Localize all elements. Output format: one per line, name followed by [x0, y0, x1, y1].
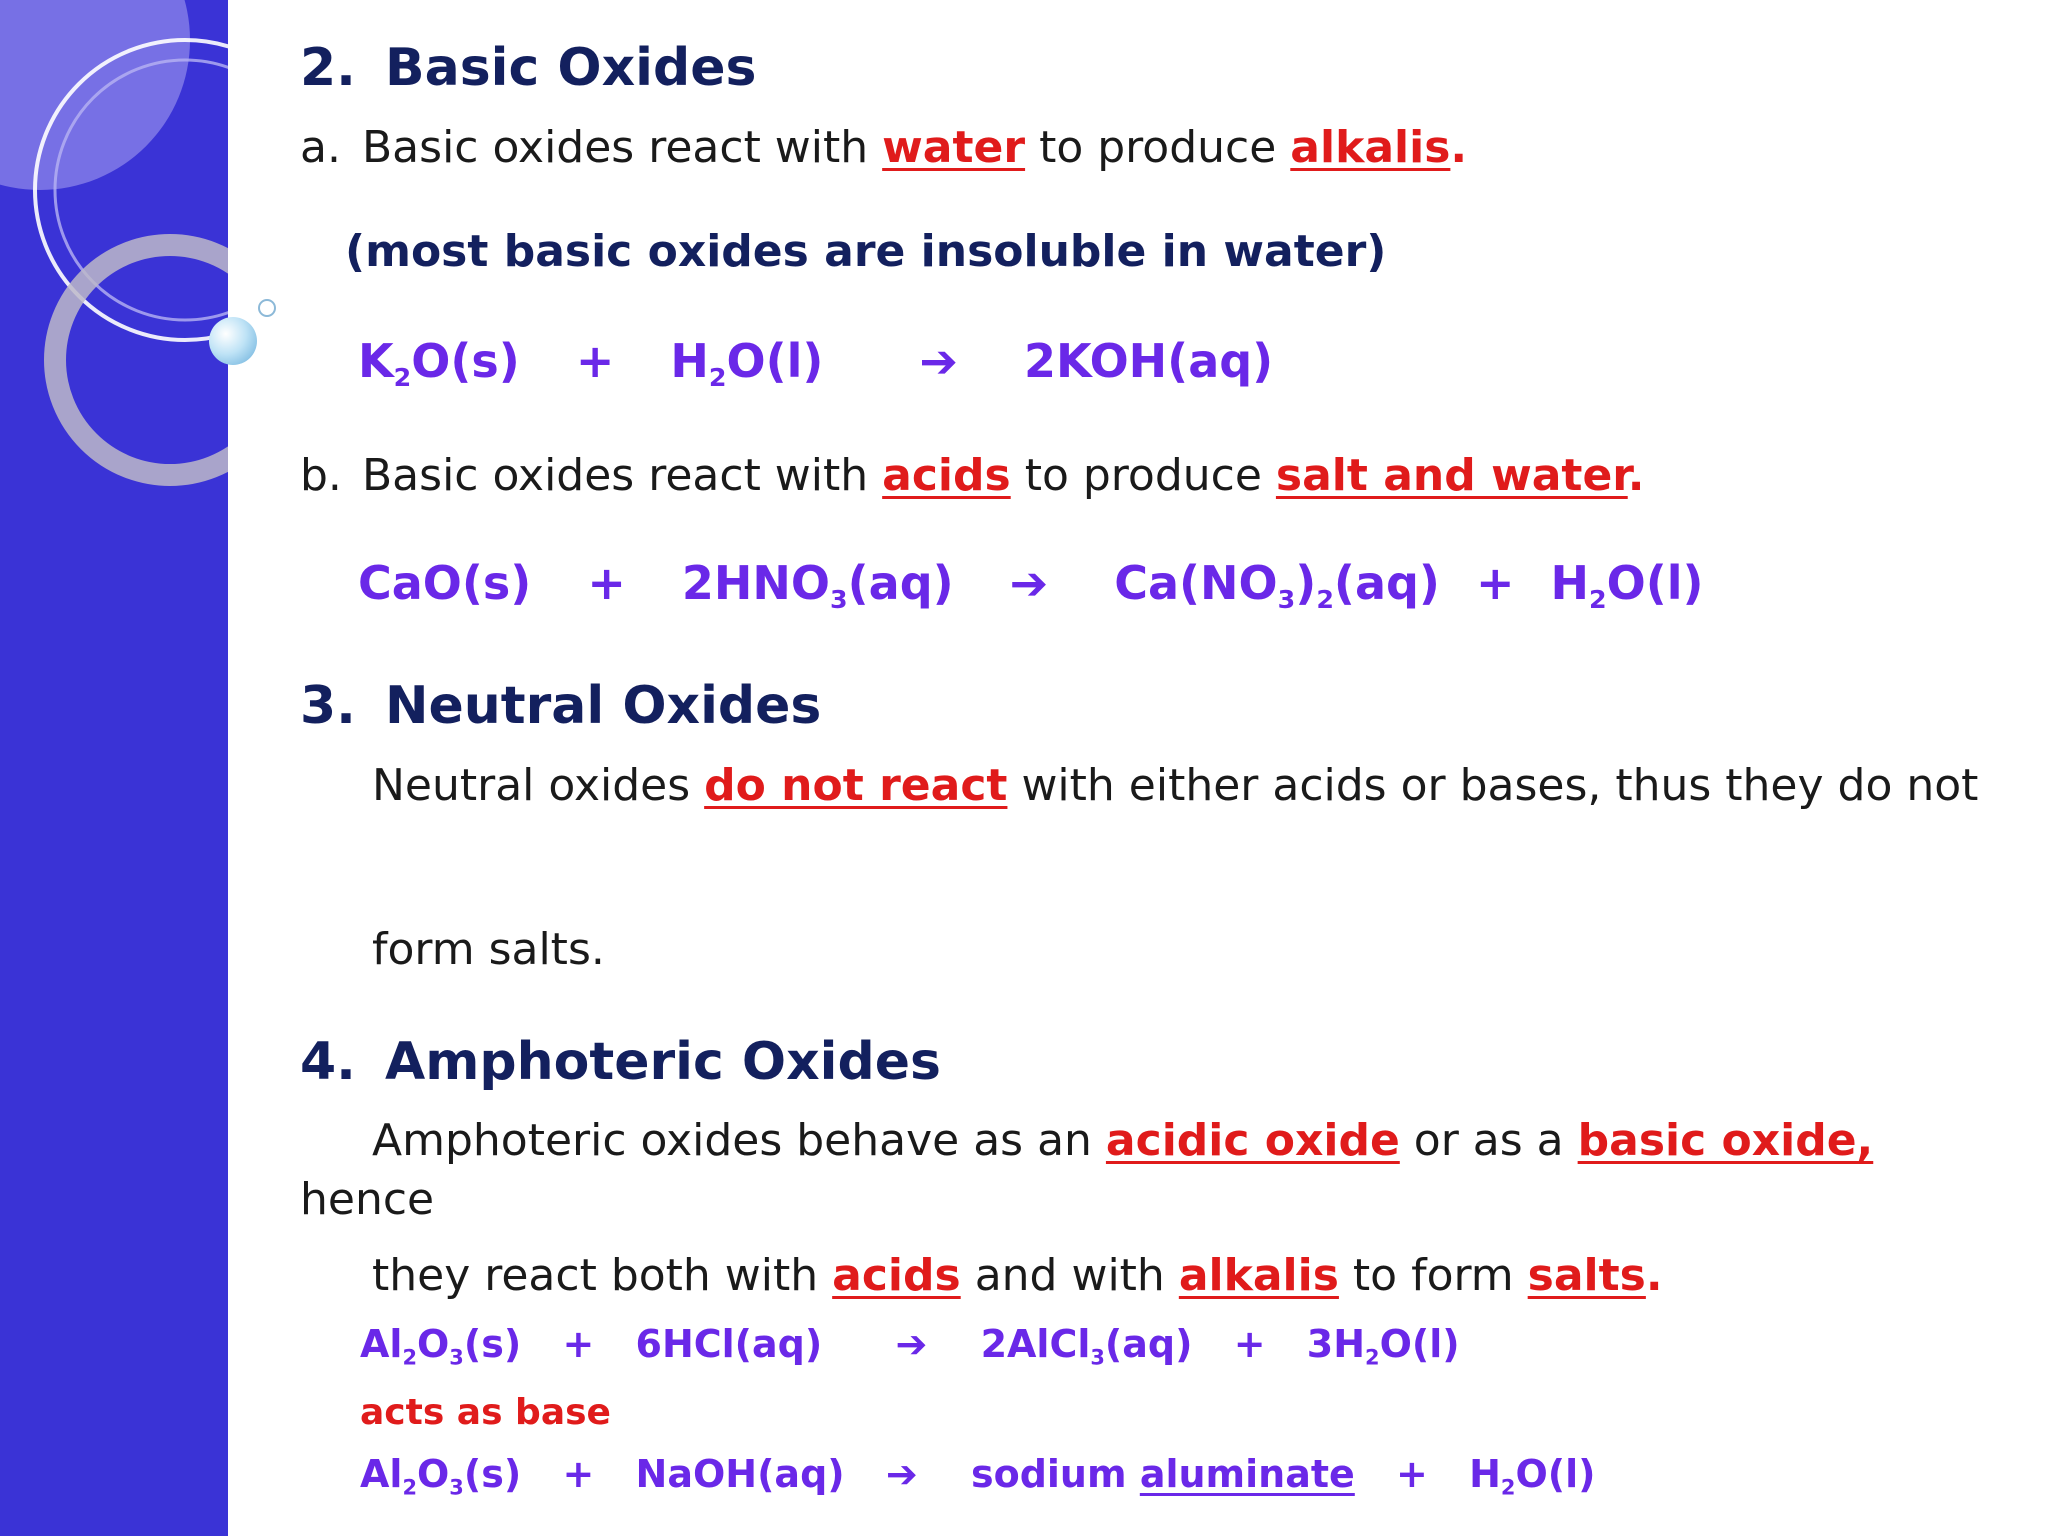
- eq-plus: +: [562, 1452, 595, 1496]
- amphoteric-text: Amphoteric oxides behave as an: [372, 1115, 1092, 1166]
- point-a: [300, 122, 1467, 173]
- eq-term: 2AlCl: [980, 1322, 1091, 1366]
- subscript: 2: [402, 1475, 417, 1500]
- eq-term: O: [416, 1452, 450, 1496]
- eq-term: O(s): [411, 334, 520, 388]
- eq-plus: +: [1475, 556, 1515, 610]
- eq-term: O(l): [726, 334, 824, 388]
- amphoteric-text: or as a: [1413, 1115, 1564, 1166]
- subscript: 2: [393, 362, 412, 392]
- keyword-salt-and-water: salt and water: [1275, 450, 1628, 501]
- keyword-basic-oxide: basic oxide,: [1577, 1115, 1874, 1166]
- subscript: 3: [830, 584, 848, 614]
- section-2-title: Basic Oxides: [385, 38, 757, 98]
- eq-term: 6HCl(aq): [635, 1322, 823, 1366]
- point-a-end: .: [1450, 122, 1468, 173]
- point-b-mid: to produce: [1024, 450, 1262, 501]
- subscript: 2: [1316, 584, 1334, 614]
- eq-term: 3H: [1306, 1322, 1366, 1366]
- eq-term: 2KOH(aq): [1023, 334, 1274, 388]
- eq-term: O: [416, 1322, 450, 1366]
- point-a-text: Basic oxides react with: [362, 122, 869, 173]
- keyword-alkalis-2: alkalis: [1178, 1250, 1339, 1301]
- eq-term: sodium: [970, 1452, 1127, 1496]
- eq-term: Al: [360, 1452, 403, 1496]
- eq-term: Al: [360, 1322, 403, 1366]
- subscript: 3: [449, 1475, 464, 1500]
- section-2-number: 2.: [300, 38, 356, 98]
- point-a-label: a.: [300, 122, 341, 173]
- eq-term: H: [670, 334, 709, 388]
- eq-term: ): [1295, 556, 1317, 610]
- keyword-do-not-react: do not react: [704, 760, 1008, 811]
- subscript: 2: [1589, 584, 1607, 614]
- subscript: 2: [1365, 1345, 1380, 1370]
- amphoteric-end: .: [1645, 1250, 1663, 1301]
- eq-plus: +: [1396, 1452, 1428, 1496]
- eq-plus: +: [1233, 1322, 1266, 1366]
- equation-al2o3-naoh: [360, 1452, 1596, 1500]
- insoluble-note: (most basic oxides are insoluble in water): [345, 226, 1387, 277]
- eq-term-aluminate: aluminate: [1139, 1452, 1355, 1496]
- eq-plus: +: [587, 556, 626, 610]
- eq-term: H: [1550, 556, 1590, 610]
- eq-plus: +: [562, 1322, 595, 1366]
- amphoteric-text: they react both with: [372, 1250, 819, 1301]
- point-b-label: b.: [300, 450, 342, 501]
- subscript: 2: [402, 1345, 417, 1370]
- bubble-decoration: [0, 0, 300, 400]
- eq-term: (s): [463, 1452, 522, 1496]
- section-4-heading: [300, 1032, 941, 1092]
- neutral-line-1: [372, 760, 1978, 811]
- eq-term: (s): [463, 1322, 522, 1366]
- amphoteric-line-3: [372, 1250, 1663, 1301]
- amphoteric-hence: hence: [300, 1174, 435, 1225]
- point-b-text: Basic oxides react with: [362, 450, 869, 501]
- arrow-icon: ➔: [919, 334, 958, 388]
- section-4-number: 4.: [300, 1032, 356, 1092]
- point-b-end: .: [1627, 450, 1645, 501]
- point-b: [300, 450, 1644, 501]
- arrow-icon: ➔: [895, 1322, 928, 1366]
- keyword-water: water: [882, 122, 1026, 173]
- subscript: 3: [1090, 1345, 1105, 1370]
- amphoteric-text: to form: [1352, 1250, 1514, 1301]
- acts-as-base-label: acts as base: [360, 1392, 611, 1433]
- keyword-salts: salts: [1527, 1250, 1646, 1301]
- arrow-icon: ➔: [1009, 556, 1049, 610]
- subscript: 3: [449, 1345, 464, 1370]
- eq-term: NaOH(aq): [635, 1452, 845, 1496]
- section-2-heading: [300, 38, 756, 98]
- eq-plus: +: [575, 334, 615, 388]
- keyword-acids-2: acids: [832, 1250, 961, 1301]
- amphoteric-text: and with: [974, 1250, 1165, 1301]
- equation-k2o: [358, 334, 1274, 392]
- eq-term: 2HNO: [681, 556, 831, 610]
- eq-term: O(l): [1379, 1322, 1460, 1366]
- section-4-title: Amphoteric Oxides: [385, 1032, 941, 1092]
- neutral-text: with either acids or bases, thus they do not: [1021, 760, 1979, 811]
- section-3-title: Neutral Oxides: [385, 676, 822, 736]
- eq-term: K: [358, 334, 394, 388]
- eq-term: H: [1469, 1452, 1501, 1496]
- amphoteric-line-1: [372, 1115, 1873, 1166]
- arrow-icon: ➔: [885, 1452, 918, 1496]
- equation-al2o3-hcl: [360, 1322, 1460, 1370]
- eq-term: O(l): [1606, 556, 1704, 610]
- neutral-line-2: form salts.: [372, 924, 605, 975]
- subscript: 2: [708, 362, 727, 392]
- eq-term: (aq): [1104, 1322, 1193, 1366]
- keyword-alkalis: alkalis: [1290, 122, 1451, 173]
- eq-term: Ca(NO: [1114, 556, 1278, 610]
- keyword-acids: acids: [882, 450, 1011, 501]
- eq-term: (aq): [1333, 556, 1440, 610]
- eq-term: CaO(s): [358, 556, 532, 610]
- point-a-mid: to produce: [1039, 122, 1277, 173]
- subscript: 2: [1500, 1475, 1516, 1500]
- keyword-acidic-oxide: acidic oxide: [1105, 1115, 1400, 1166]
- section-3-heading: [300, 676, 821, 736]
- equation-cao: [358, 556, 1704, 614]
- section-3-number: 3.: [300, 676, 356, 736]
- neutral-text: Neutral oxides: [372, 760, 691, 811]
- subscript: 3: [1277, 584, 1296, 614]
- eq-term: (aq): [847, 556, 954, 610]
- eq-term: O(l): [1515, 1452, 1596, 1496]
